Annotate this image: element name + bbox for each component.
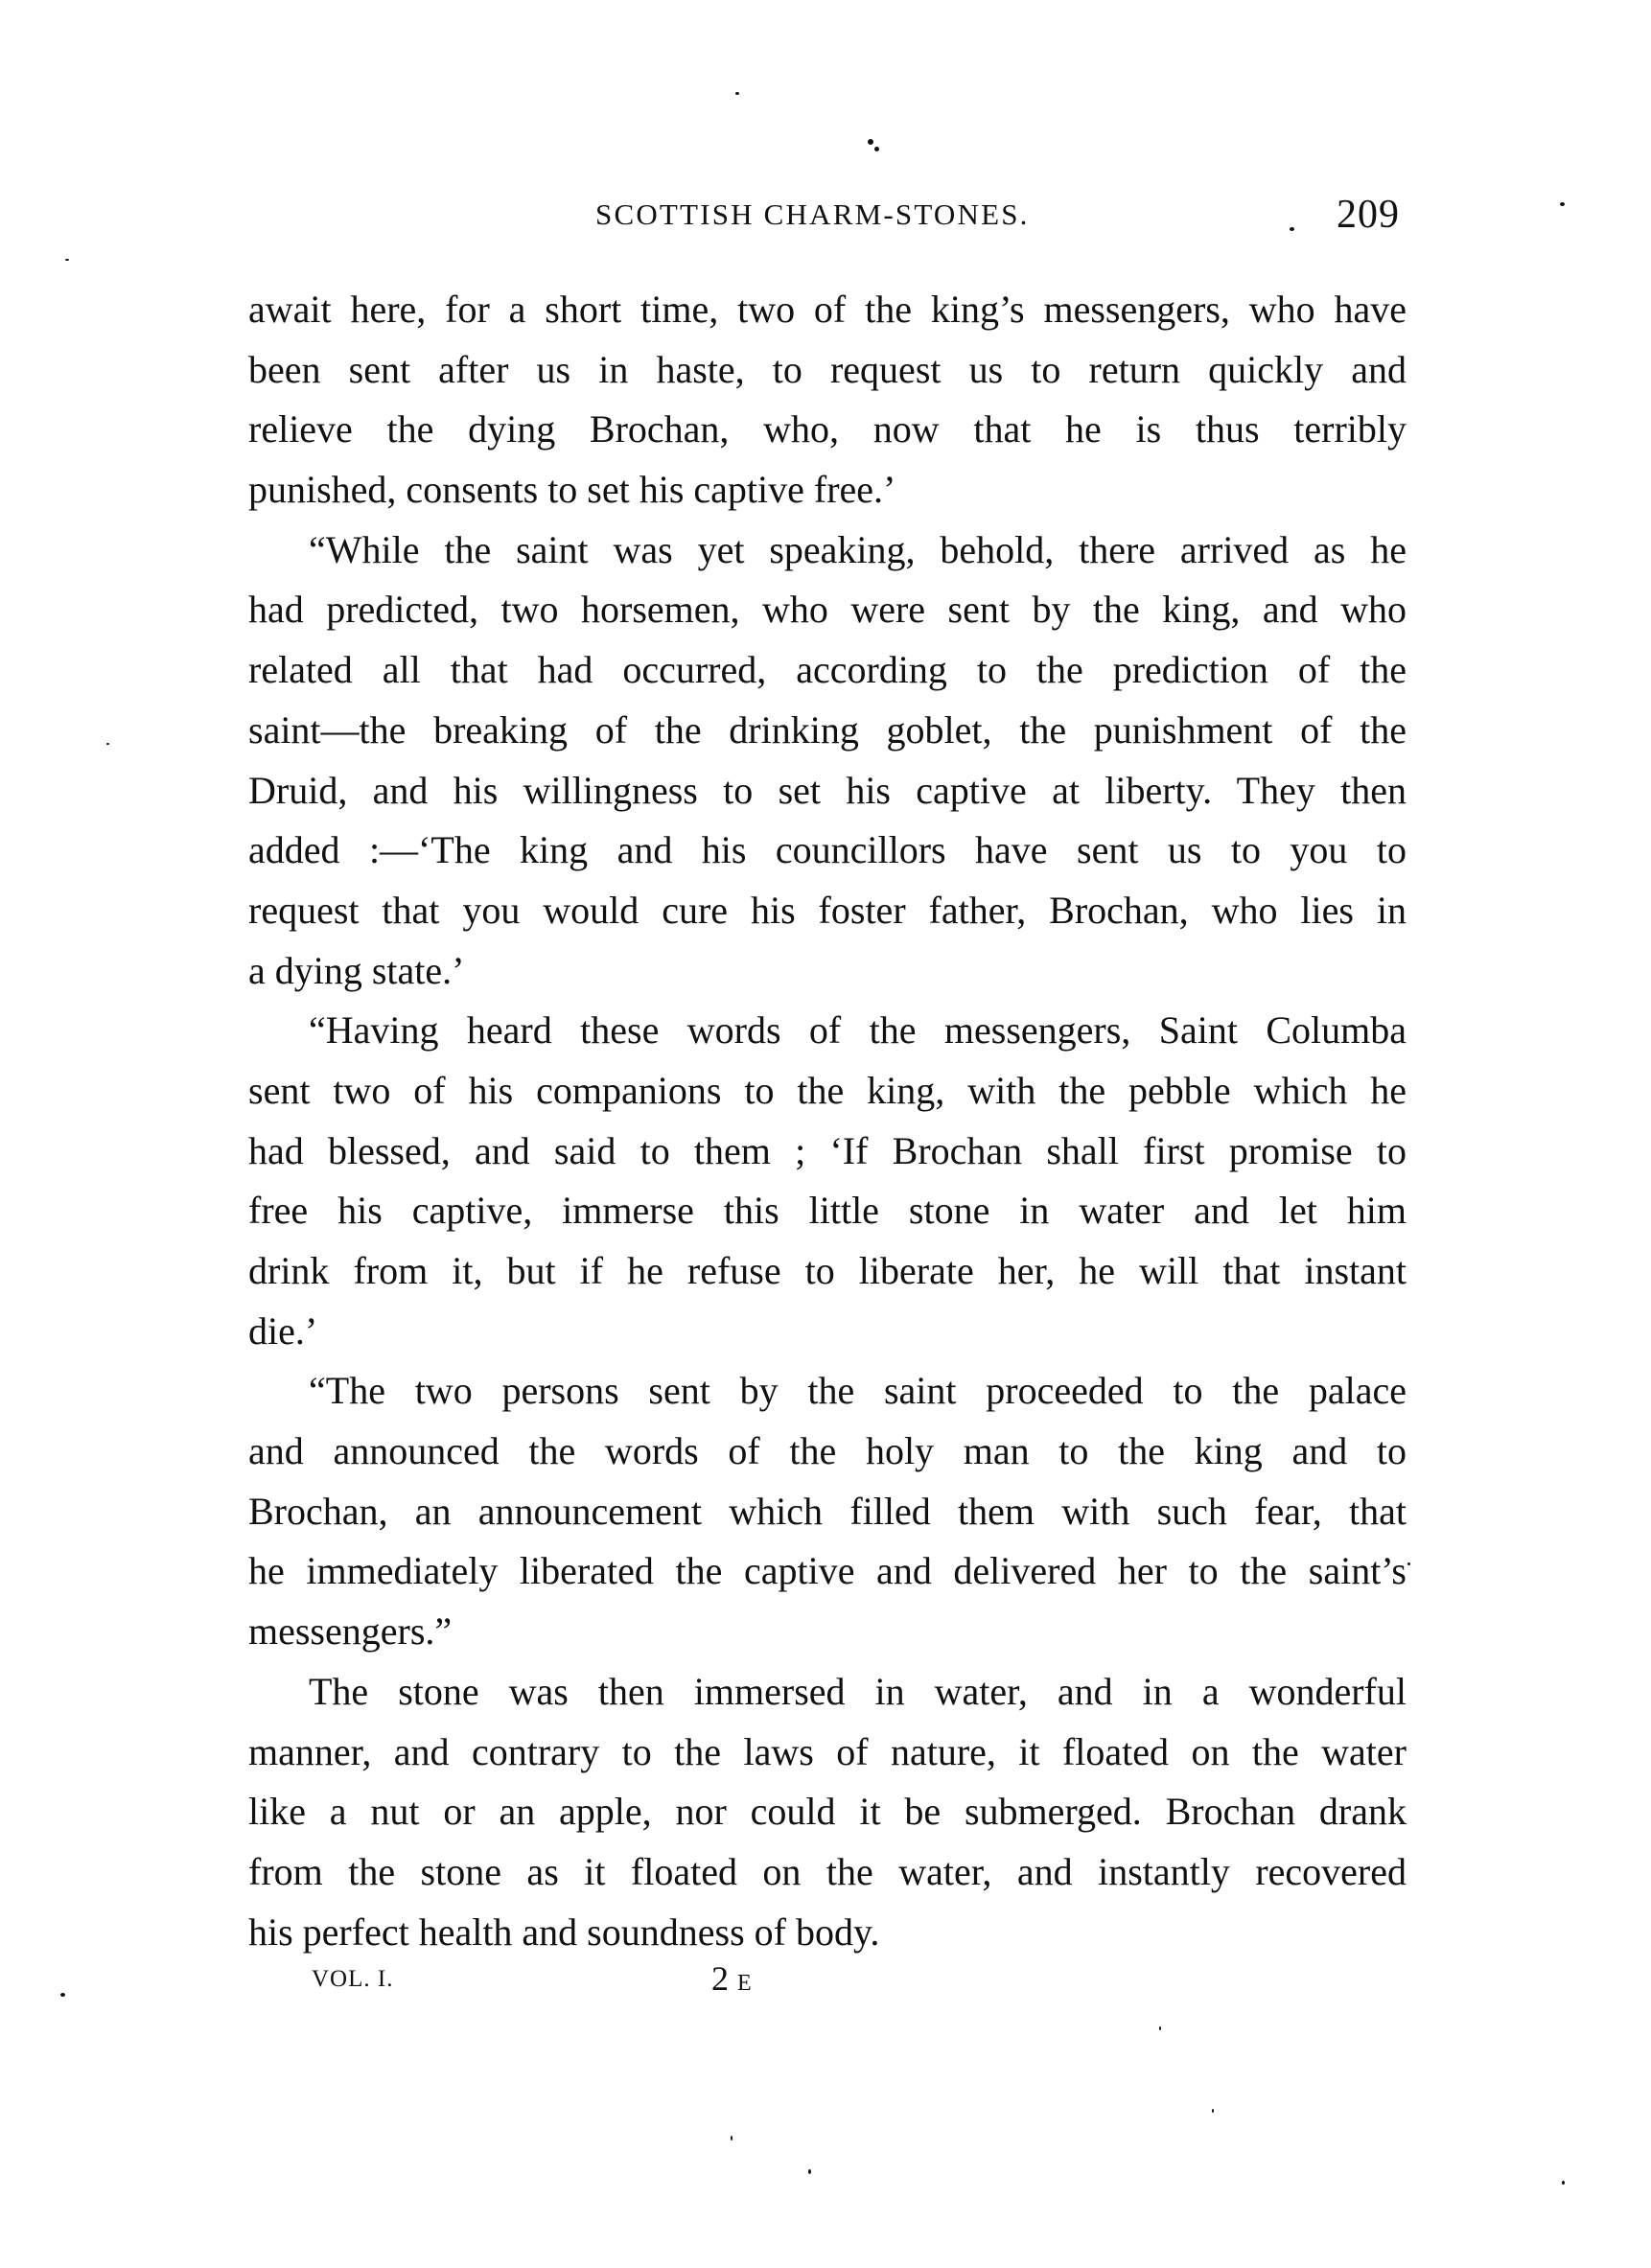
text-line: free his captive, immerse this little stone in water and let him [248, 1189, 1407, 1233]
scan-speck [1407, 1562, 1410, 1565]
text-line: he immediately liberated the captive and delivered her to the saint’s [248, 1549, 1407, 1593]
scan-speck [735, 92, 739, 95]
text-line: “While the saint was yet speaking, behold, there arrived as he [309, 527, 1407, 571]
text-line: await here, for a short time, two of the king’s messengers, who have [248, 288, 1407, 331]
scan-speck [868, 139, 873, 145]
text-line: and announced the words of the holy man to the king and to [248, 1429, 1407, 1473]
text-line: “Having heard these words of the messengers, Saint Columba [309, 1008, 1407, 1053]
text-line: had predicted, two horsemen, who were sent by the king, and who [248, 588, 1407, 632]
text-line: messengers.” [248, 1609, 453, 1654]
page-footer [0, 1956, 1651, 2013]
text-line: like a nut or an apple, nor could it be submerged. Brochan drank [248, 1790, 1407, 1834]
scan-speck [874, 147, 879, 151]
scan-speck [1290, 227, 1294, 231]
scan-speck [1562, 2181, 1565, 2185]
text-line: sent two of his companions to the king, with the pebble which he [248, 1068, 1407, 1112]
scan-speck [1212, 2109, 1214, 2113]
body-text [248, 280, 1407, 1962]
text-line: a dying state.’ [248, 948, 465, 992]
text-line: Druid, and his willingness to set his captive at liberty. They then [248, 768, 1407, 812]
scan-speck [1560, 202, 1565, 206]
scan-speck [65, 259, 69, 261]
text-line: manner, and contrary to the laws of nature, it floated on the water [248, 1729, 1407, 1773]
text-line: his perfect health and soundness of body. [248, 1909, 880, 1954]
text-line: die.’ [248, 1308, 318, 1353]
scan-speck [106, 743, 109, 745]
scan-speck [1159, 2026, 1161, 2030]
text-line: added :—‘The king and his councillors have sent us to you to [248, 828, 1407, 872]
text-line: related all that had occurred, according to the prediction of the [248, 648, 1407, 692]
running-head [0, 0, 1651, 249]
text-line: relieve the dying Brochan, who, now that he is thus terribly [248, 407, 1407, 451]
text-line: drink from it, but if he refuse to liberate her, he will that instant [248, 1249, 1407, 1292]
text-line: request that you would cure his foster father, Brochan, who lies in [248, 888, 1407, 932]
text-line: saint—the breaking of the drinking goblet, the punishment of the [248, 707, 1407, 752]
text-line: had blessed, and said to them ; ‘If Brochan shall first promise to [248, 1128, 1407, 1172]
text-line: from the stone as it floated on the water, and instantly recovered [248, 1849, 1407, 1893]
scan-speck [60, 1993, 65, 1997]
scan-speck [808, 2169, 811, 2174]
text-line: “The two persons sent by the saint proceeded to the palace [309, 1369, 1407, 1413]
signature-letter: E [737, 1971, 752, 1996]
signature-mark [711, 1959, 752, 2002]
page-number: 209 [1337, 193, 1400, 237]
scan-speck [731, 2136, 732, 2141]
volume-label: VOL. I. [312, 1966, 394, 1992]
text-line: been sent after us in haste, to request us to return quickly and [248, 347, 1407, 391]
signature-number: 2 [711, 1959, 729, 1998]
text-line: punished, consents to set his captive free.’ [248, 468, 896, 512]
running-head-title: SCOTTISH CHARM-STONES. [595, 197, 1030, 231]
text-line: Brochan, an announcement which filled them with such fear, that [248, 1489, 1407, 1533]
text-line: The stone was then immersed in water, and in a wonderful [309, 1669, 1407, 1713]
